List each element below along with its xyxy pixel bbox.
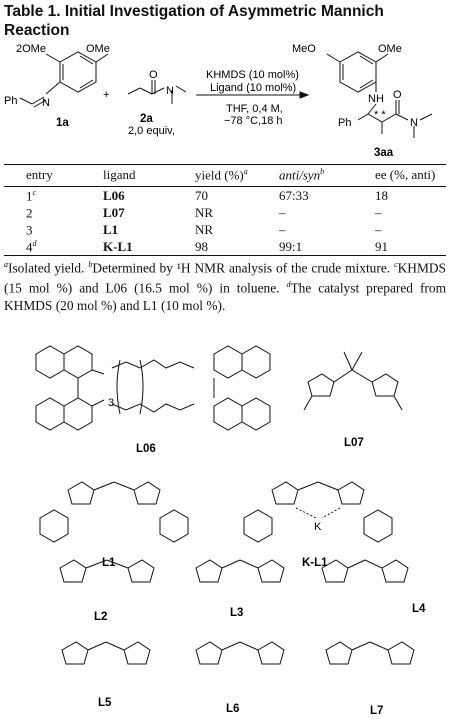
ligand-l4-structure <box>322 560 408 582</box>
header-ee: ee (%, anti) <box>375 167 436 183</box>
header-yield: yield (%)$^a$ <box>195 167 248 183</box>
condition-4: −78 °C,18 h <box>224 115 283 127</box>
label-l3: L3 <box>230 607 244 619</box>
reactant1-ome-right: OMe <box>86 43 110 55</box>
product-o: O <box>393 89 402 101</box>
ligand-l07-structure <box>304 352 402 410</box>
yield-cell: 70 <box>195 187 208 203</box>
header-entry: entry <box>26 167 53 183</box>
ligand-l5-structure <box>62 642 150 664</box>
product-label: 3aa <box>374 147 394 159</box>
footnotes: $^a$Isolated yield. $^b$Determined by ¹H NMR analysis of the crude mixture. $^c$KHMDS (15 mol %) and L06 (16.5 mol %) in toluene. $^d$The catalyst prepared from KHMDS (20 mol %) and L1 (10 mol %). <box>4 260 446 313</box>
condition-2: Ligand (10 mol%) <box>210 82 297 94</box>
ligand-cell: L1 <box>103 221 119 237</box>
reactant2-n: N <box>166 85 174 97</box>
label-l2: L2 <box>94 611 108 623</box>
table-row <box>4 221 446 238</box>
k-atom: K <box>314 521 322 533</box>
reactant1-ome-top: 2OMe <box>16 43 46 55</box>
ligand-l7-structure <box>326 642 414 664</box>
table-row <box>4 204 446 221</box>
stereo-marks: * * <box>374 109 386 121</box>
label-l6: L6 <box>226 703 240 715</box>
reactant1-n: N <box>42 97 50 109</box>
entry-cell: 2 <box>26 204 33 220</box>
reaction-scheme <box>0 42 450 164</box>
reactant2-equiv: 2,0 equiv, <box>128 125 175 137</box>
ligand-cell: K-L1 <box>103 238 133 254</box>
product-ome: OMe <box>378 43 402 55</box>
ee-cell: – <box>375 204 382 220</box>
entry-cell: 3 <box>26 221 33 237</box>
product-meo: MeO <box>292 43 316 55</box>
entry-cell: 4 <box>26 238 33 254</box>
ligand-k-l1-structure <box>244 482 392 542</box>
reactant1-ph: Ph <box>4 95 18 107</box>
table-title: Table 1. Initial Investigation of Asymmetric Mannich Reaction <box>4 3 384 39</box>
label-l7: L7 <box>370 705 384 717</box>
ee-cell: 18 <box>375 187 388 203</box>
footnote-c: KHMDS (15 mol %) and L06 (16.5 mol %) in toluene. <box>4 260 446 296</box>
yield-cell: NR <box>195 221 214 237</box>
label-k-l1: K-L1 <box>302 557 328 569</box>
reactant1-label: 1a <box>56 117 69 129</box>
reactant2-o: O <box>149 69 158 81</box>
condition-3: THF, 0,4 M, <box>226 103 283 115</box>
table-header-row <box>4 165 446 187</box>
ligand-structures <box>0 340 450 719</box>
ee-cell: 91 <box>375 238 388 254</box>
table-row: 4$^d$ K-L1 98 99:1 91 <box>4 238 446 256</box>
ligand-l06-structure <box>36 346 270 430</box>
yield-cell: NR <box>195 204 214 220</box>
entry-cell: 1 <box>26 187 33 203</box>
label-l5: L5 <box>98 697 112 709</box>
ligand-l1-structure <box>40 482 188 542</box>
ratio-cell: 99:1 <box>279 238 303 254</box>
results-table <box>4 164 446 256</box>
ee-cell: – <box>375 221 382 237</box>
condition-1: KHMDS (10 mol%) <box>206 69 299 81</box>
product-nh: NH <box>368 93 384 105</box>
reactant2-label: 2a <box>140 113 153 125</box>
header-ligand: ligand <box>103 167 136 183</box>
ratio-cell: 67:33 <box>279 187 309 203</box>
label-l1: L1 <box>102 557 116 569</box>
product-n: N <box>410 117 418 129</box>
yield-cell: 98 <box>195 238 208 254</box>
ligand-l6-structure <box>196 642 284 664</box>
footnote-b: Determined by ¹H NMR analysis of the crude mixture. <box>92 260 391 276</box>
plus-sign: + <box>103 89 110 101</box>
product-ph: Ph <box>338 117 352 129</box>
footnote-a: Isolated yield. <box>8 260 85 276</box>
footnote-d: The catalyst prepared from KHMDS (20 mol %) and L1 (10 mol %). <box>4 280 446 313</box>
l06-crown-repeat: 3 <box>108 397 115 409</box>
ligand-cell: L07 <box>103 204 125 220</box>
ratio-cell: – <box>279 221 286 237</box>
ligand-cell: L06 <box>103 187 125 203</box>
header-anti-syn: anti/syn$^b$ <box>279 167 325 183</box>
ligand-l3-structure <box>196 560 284 582</box>
table-row: 1$^c$ L06 70 67:33 18 <box>4 187 446 205</box>
label-l4: L4 <box>412 603 426 615</box>
label-l06: L06 <box>136 443 156 455</box>
label-l07: L07 <box>344 437 364 449</box>
ratio-cell: – <box>279 204 286 220</box>
